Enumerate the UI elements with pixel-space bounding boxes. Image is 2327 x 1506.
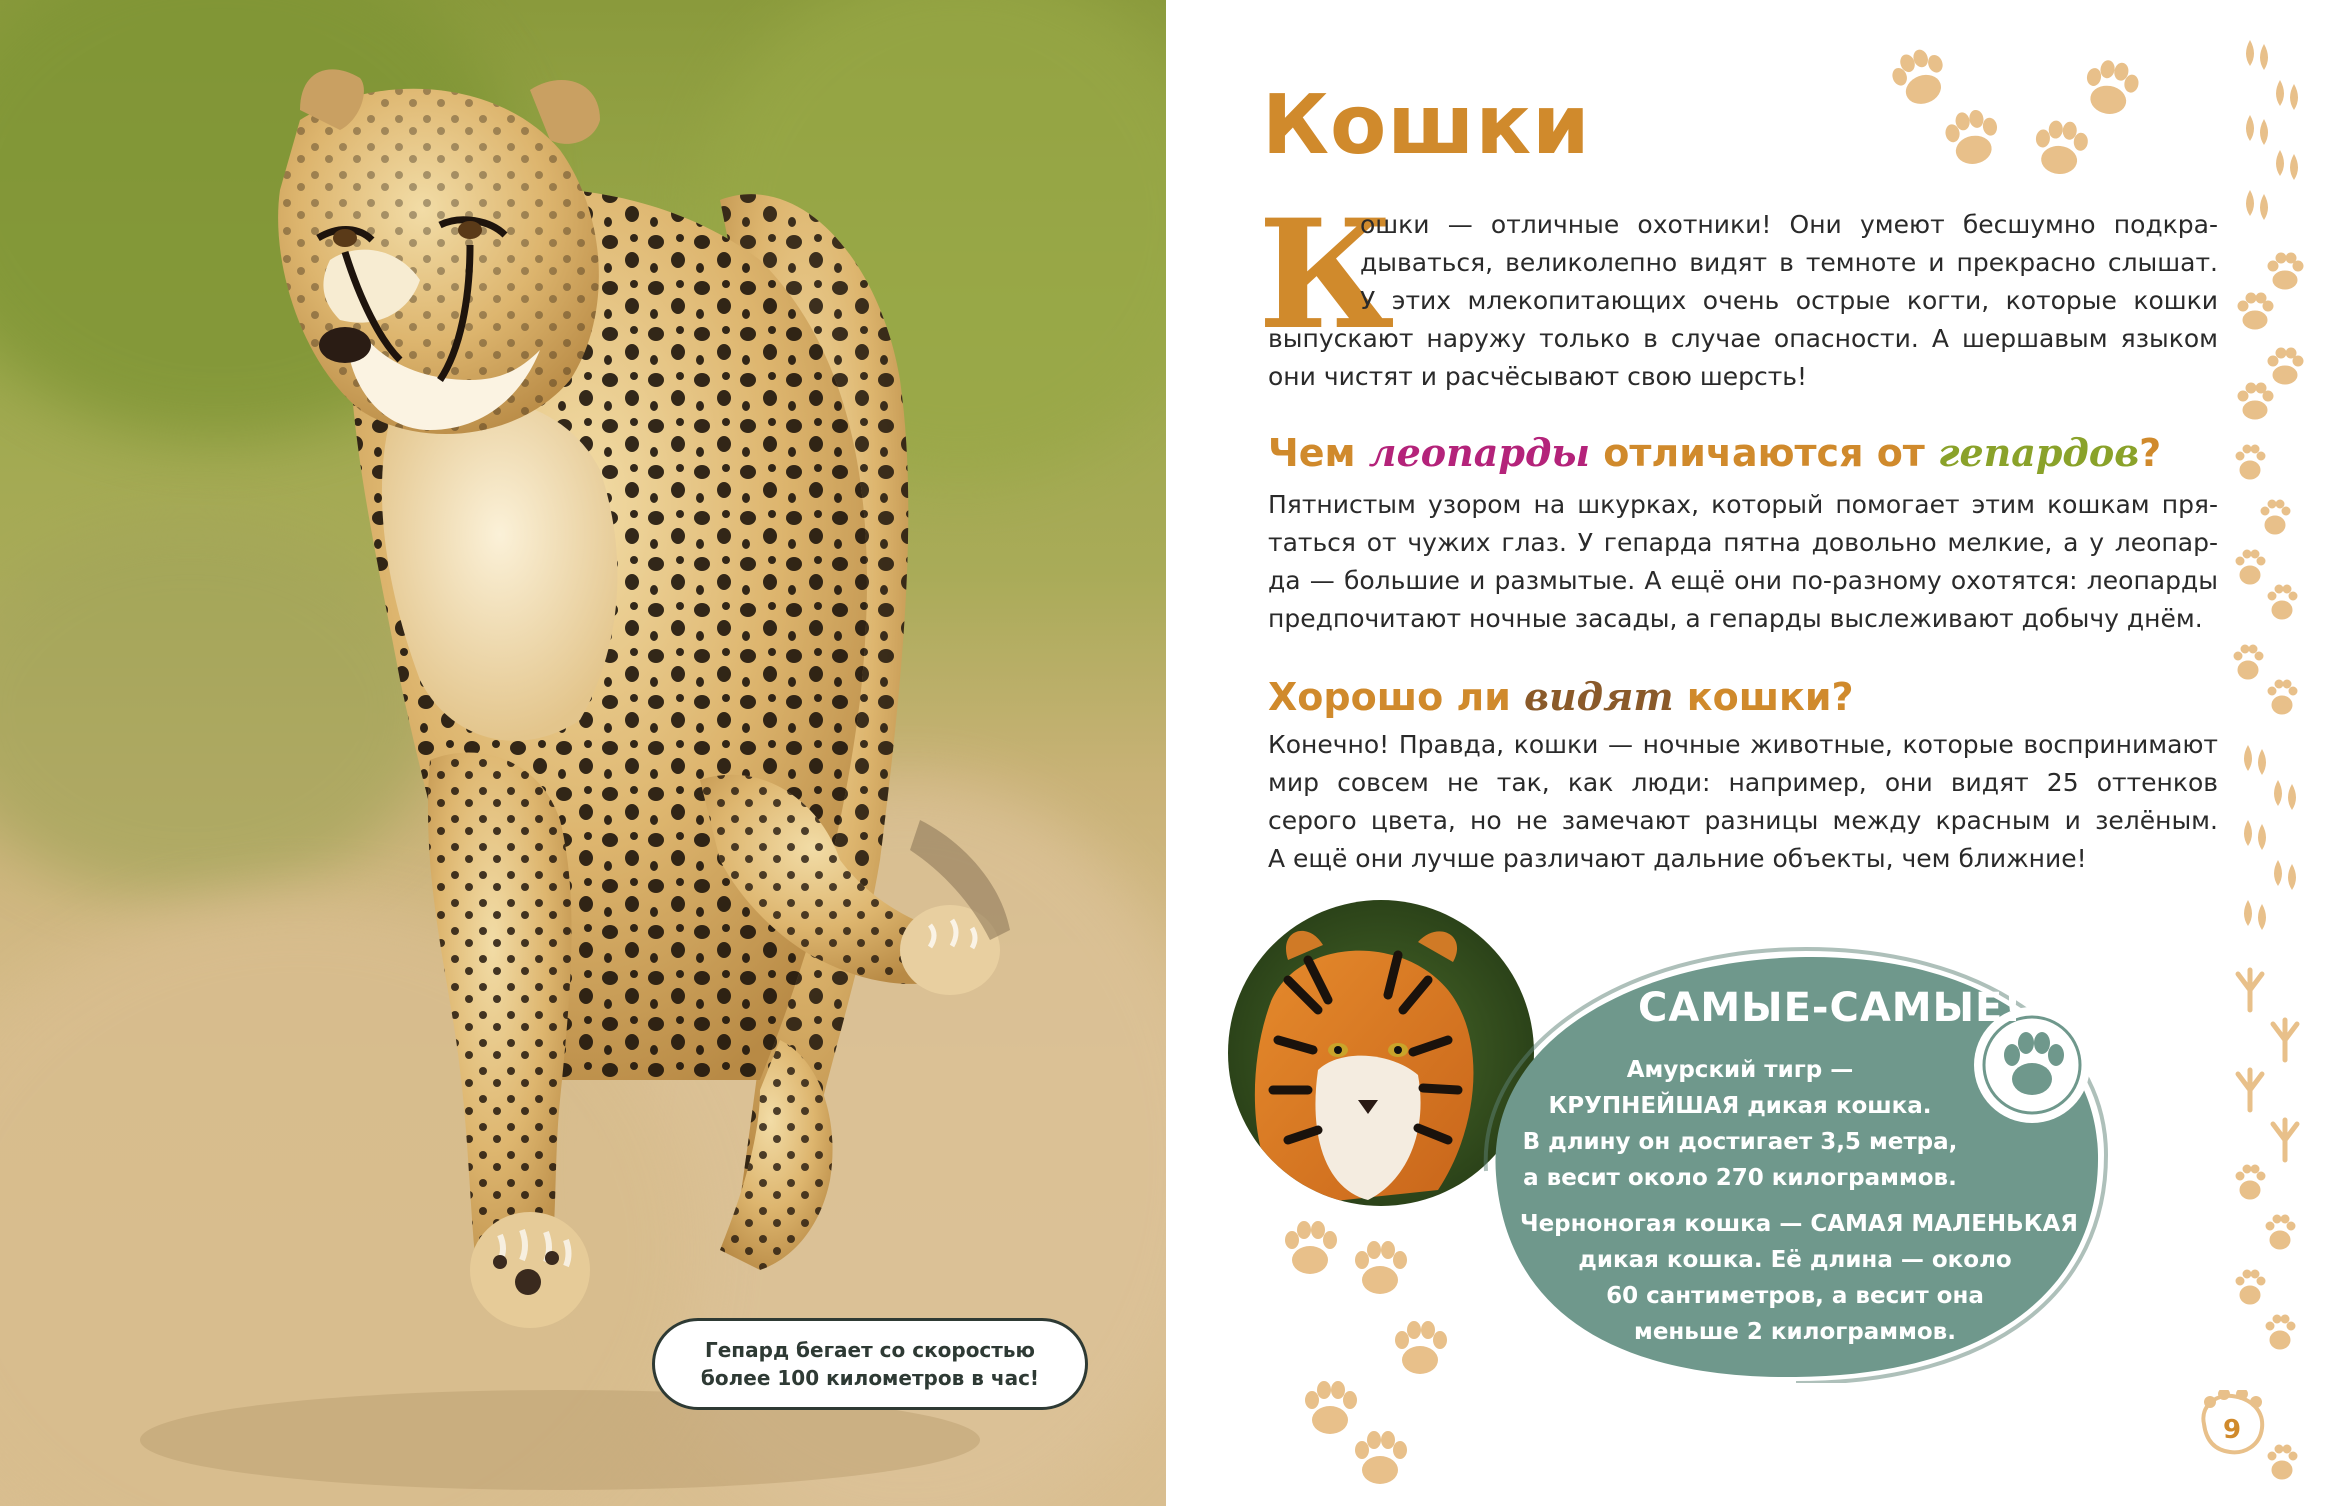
section1-line: Пятнистым узором на шкурках, который помогает этим кошкам пря- [1268, 490, 2218, 519]
heading-accent-cheetahs: гепардов [1938, 430, 2140, 475]
page-number-badge [2196, 1390, 2268, 1456]
intro-line: они чистят и расчёсывают свою шерсть! [1268, 362, 1808, 391]
intro-paragraph-tail [1268, 320, 2218, 396]
intro-line: У этих млекопитающих очень острые когти, которые кошки [1360, 286, 2218, 315]
page-number: 9 [2222, 1415, 2242, 1445]
fact-2-line: меньше 2 килограммов. [1634, 1319, 1956, 1345]
intro-paragraph [1360, 206, 2218, 320]
fact-1-line: а весит около 270 килограммов. [1523, 1165, 1957, 1191]
heading-text: отличаются от [1590, 431, 1939, 475]
fact-2-line: дикая кошка. Её длина — около [1578, 1247, 2012, 1273]
section1-line: предпочитают ночные засады, а гепарды выслеживают добычу днём. [1268, 604, 2203, 633]
fact-2-line: 60 сантиметров, а весит она [1606, 1283, 1984, 1309]
intro-line: дываться, великолепно видят в темноте и прекрасно слышат. [1360, 248, 2218, 277]
heading-text: Чем [1268, 431, 1369, 475]
section2-line: А ещё они лучше различают дальние объекты, чем ближние! [1268, 844, 2087, 873]
fact-2-line: Черноногая кошка — САМАЯ МАЛЕНЬКАЯ [1520, 1211, 2079, 1237]
caption-line-1: Гепард бегает со скоростью [705, 1338, 1035, 1362]
heading-text: ? [2139, 431, 2162, 475]
fact-1-line: КРУПНЕЙШАЯ дикая кошка. [1548, 1093, 1932, 1119]
section1-heading [1268, 430, 2161, 475]
animal-tracks-column [2220, 10, 2320, 1490]
heading-accent-see: видят [1524, 674, 1674, 719]
section1-line: да — большие и размытые. А ещё они по-разному охотятся: леопарды [1268, 566, 2218, 595]
page-title: Кошки [1262, 78, 1591, 173]
heading-text: Хорошо ли [1268, 675, 1525, 719]
intro-line: ошки — отличные охотники! Они умеют бесшумно подкра- [1360, 210, 2218, 239]
fact-1-line: В длину он достигает 3,5 метра, [1522, 1129, 1958, 1155]
fact-1-line: Амурский тигр — [1626, 1057, 1854, 1083]
section2-line: мир совсем не так, как люди: например, они видят 25 оттенков [1268, 768, 2218, 797]
intro-line: выпускают наружу только в случае опасности. А шершавым языком [1268, 324, 2218, 353]
paw-prints-top [1880, 40, 2160, 190]
fact-1 [1520, 1052, 1960, 1196]
facts-title: САМЫЕ-САМЫЕ! [1638, 985, 2023, 1031]
section2-paragraph [1268, 726, 2218, 878]
caption-line-2: более 100 километров в час! [700, 1366, 1040, 1390]
fact-2 [1520, 1206, 2079, 1350]
section1-line: таться от чужих глаз. У гепарда пятна довольно мелкие, а у леопар- [1268, 528, 2218, 557]
heading-text: кошки? [1673, 675, 1854, 719]
section1-paragraph [1268, 486, 2218, 638]
paw-prints-bottom [1270, 1210, 1470, 1500]
section2-line: серого цвета, но не замечают разницы между красным и зелёным. [1268, 806, 2218, 835]
heading-accent-leopards: леопарды [1368, 430, 1591, 475]
photo-caption [652, 1318, 1088, 1410]
drop-cap: К [1258, 187, 1395, 363]
section2-heading [1268, 674, 1854, 719]
section2-line: Конечно! Правда, кошки — ночные животные, которые воспринимают [1268, 730, 2218, 759]
